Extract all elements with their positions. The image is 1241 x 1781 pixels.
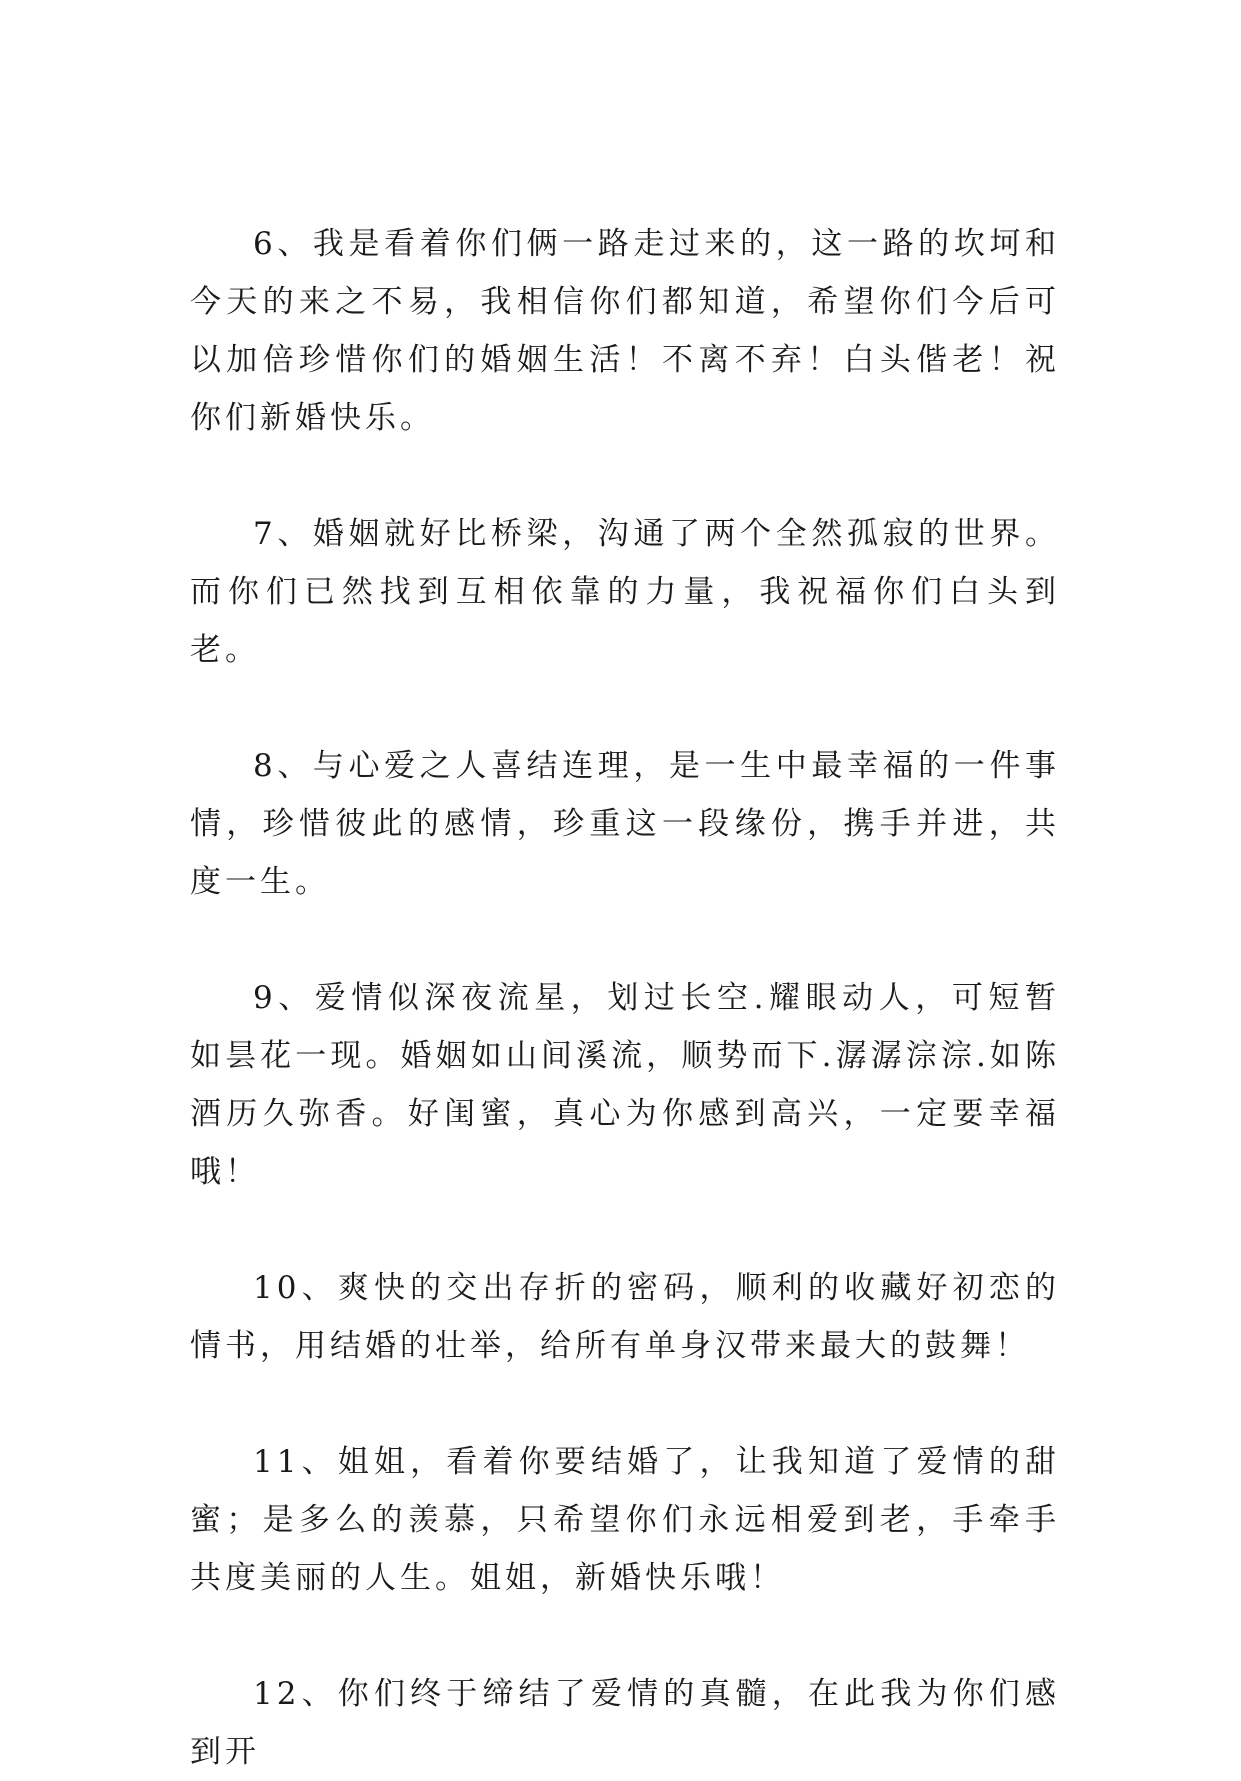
paragraph-9: 9、爱情似深夜流星，划过长空.耀眼动人，可短暂如昙花一现。婚姻如山间溪流，顺势而下.潺潺淙淙.如陈酒历久弥香。好闺蜜，真心为你感到高兴，一定要幸福哦！ (190, 980, 1060, 1190)
paragraph-6: 6、我是看着你们俩一路走过来的，这一路的坎坷和今天的来之不易，我相信你们都知道，希望你们今后可以加倍珍惜你们的婚姻生活！不离不弃！白头偕老！祝你们新婚快乐。 (190, 226, 1060, 436)
document-body (190, 215, 1060, 1781)
paragraph-7: 7、婚姻就好比桥梁，沟通了两个全然孤寂的世界。而你们已然找到互相依靠的力量，我祝福你们白头到老。 (190, 516, 1060, 668)
paragraph-8: 8、与心爱之人喜结连理，是一生中最幸福的一件事情，珍惜彼此的感情，珍重这一段缘份，携手并进，共度一生。 (190, 748, 1060, 900)
paragraph-11: 11、姐姐，看着你要结婚了，让我知道了爱情的甜蜜；是多么的羡慕，只希望你们永远相爱到老，手牵手共度美丽的人生。姐姐，新婚快乐哦！ (190, 1444, 1060, 1596)
paragraph-10: 10、爽快的交出存折的密码，顺利的收藏好初恋的情书，用结婚的壮举，给所有单身汉带来最大的鼓舞！ (190, 1270, 1060, 1364)
paragraph-12: 12、你们终于缔结了爱情的真髓，在此我为你们感到开 (190, 1676, 1060, 1770)
